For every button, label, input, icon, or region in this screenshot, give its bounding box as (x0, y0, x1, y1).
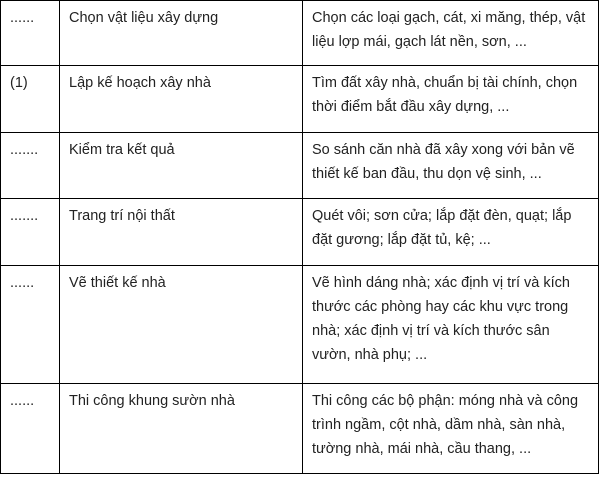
step-description-cell: Vẽ hình dáng nhà; xác định vị trí và kích thước các phòng hay các khu vực trong nhà; xác định vị trí và kích thước sân vườn, nhà phụ; ... (303, 266, 599, 384)
table-row (1, 384, 599, 474)
step-description-cell: Quét vôi; sơn cửa; lắp đặt đèn, quạt; lắp đặt gương; lắp đặt tủ, kệ; ... (303, 199, 599, 266)
table-row (1, 133, 599, 199)
table-row (1, 66, 599, 133)
step-title-cell: Trang trí nội thất (60, 199, 303, 266)
step-description-cell: Tìm đất xây nhà, chuẩn bị tài chính, chọn thời điểm bắt đầu xây dựng, ... (303, 66, 599, 133)
step-title-cell: Vẽ thiết kế nhà (60, 266, 303, 384)
step-order-cell[interactable]: ....... (1, 133, 60, 199)
step-order-cell[interactable]: ....... (1, 199, 60, 266)
table-row (1, 1, 599, 66)
step-order-cell[interactable]: (1) (1, 66, 60, 133)
step-title-cell: Chọn vật liệu xây dựng (60, 1, 303, 66)
step-description-cell: Chọn các loại gạch, cát, xi măng, thép, vật liệu lợp mái, gạch lát nền, sơn, ... (303, 1, 599, 66)
table-row (1, 266, 599, 384)
step-order-cell[interactable]: ...... (1, 1, 60, 66)
step-description-cell: Thi công các bộ phận: móng nhà và công trình ngầm, cột nhà, dầm nhà, sàn nhà, tường nhà, mái nhà, cầu thang, ... (303, 384, 599, 474)
step-title-cell: Thi công khung sườn nhà (60, 384, 303, 474)
step-order-cell[interactable]: ...... (1, 266, 60, 384)
table-row (1, 199, 599, 266)
step-description-cell: So sánh căn nhà đã xây xong với bản vẽ thiết kế ban đầu, thu dọn vệ sinh, ... (303, 133, 599, 199)
step-order-cell[interactable]: ...... (1, 384, 60, 474)
step-title-cell: Lập kế hoạch xây nhà (60, 66, 303, 133)
step-title-cell: Kiểm tra kết quả (60, 133, 303, 199)
